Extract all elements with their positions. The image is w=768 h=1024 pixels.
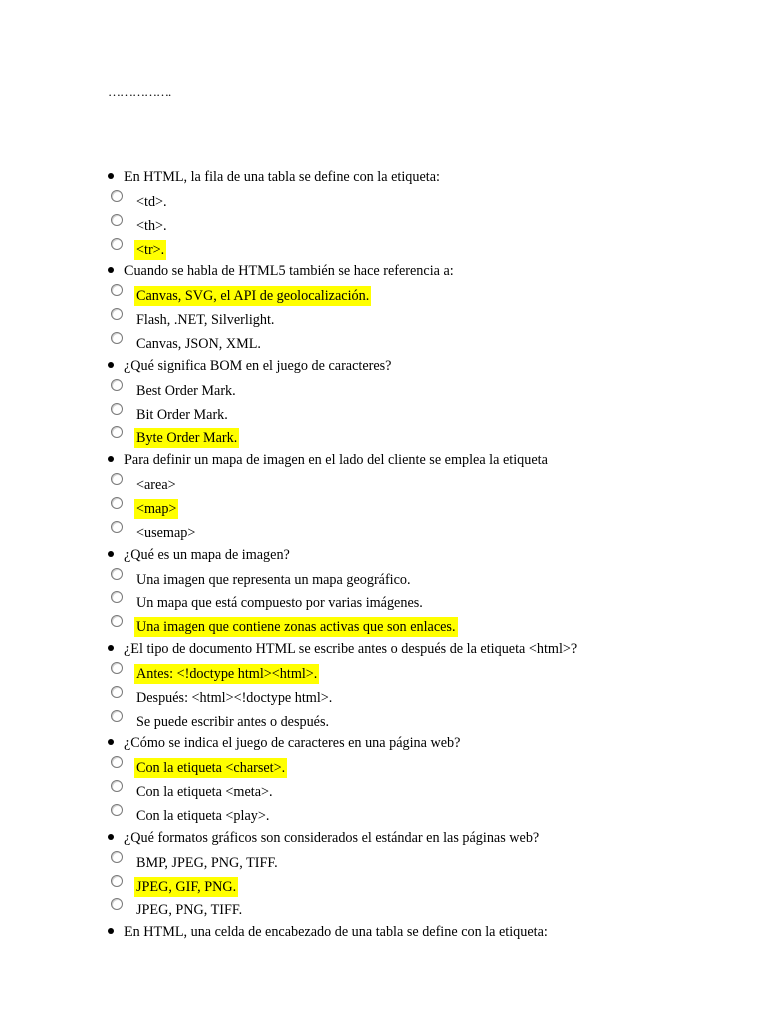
radio-button-icon[interactable]: [111, 686, 123, 698]
bullet-icon: [108, 551, 114, 557]
answer-option[interactable]: [0, 497, 768, 521]
bullet-icon: [108, 173, 114, 179]
question-text: ¿Qué es un mapa de imagen?: [124, 546, 290, 563]
radio-button-icon[interactable]: [111, 473, 123, 485]
question-text: En HTML, una celda de encabezado de una tabla se define con la etiqueta:: [124, 924, 548, 941]
question-text: Para definir un mapa de imagen en el lado del cliente se emplea la etiqueta: [124, 452, 548, 469]
question-item: [0, 167, 768, 190]
answer-text: Se puede escribir antes o después.: [136, 713, 330, 730]
answer-text: Una imagen que representa un mapa geográfico.: [136, 571, 411, 588]
radio-button-icon[interactable]: [111, 851, 123, 863]
answer-text: Flash, .NET, Silverlight.: [136, 312, 275, 329]
answer-option[interactable]: [0, 403, 768, 427]
answer-text: Canvas, JSON, XML.: [136, 335, 261, 352]
radio-button-icon[interactable]: [111, 521, 123, 533]
answer-option[interactable]: [0, 780, 768, 804]
answer-option[interactable]: [0, 473, 768, 497]
answer-option[interactable]: [0, 898, 768, 922]
answer-option[interactable]: [0, 568, 768, 592]
answer-text: Después: <html><!doctype html>.: [136, 689, 333, 706]
question-text: ¿Cómo se indica el juego de caracteres en una página web?: [124, 735, 461, 752]
radio-button-icon[interactable]: [111, 379, 123, 391]
bullet-icon: [108, 928, 114, 934]
highlighted-answer-text: Antes: <!doctype html><html>.: [136, 665, 318, 682]
radio-button-icon[interactable]: [111, 238, 123, 250]
radio-button-icon[interactable]: [111, 332, 123, 344]
bullet-icon: [108, 456, 114, 462]
answer-option[interactable]: [0, 521, 768, 545]
highlighted-answer-text: Byte Order Mark.: [136, 430, 238, 447]
answer-text: Un mapa que está compuesto por varias imágenes.: [136, 595, 423, 612]
question-text: Cuando se habla de HTML5 también se hace referencia a:: [124, 263, 454, 280]
question-item: [0, 828, 768, 851]
radio-button-icon[interactable]: [111, 426, 123, 438]
radio-button-icon[interactable]: [111, 497, 123, 509]
question-text: En HTML, la fila de una tabla se define con la etiqueta:: [124, 169, 440, 185]
highlighted-answer-text: Canvas, SVG, el API de geolocalización.: [136, 288, 370, 305]
answer-option[interactable]: [0, 379, 768, 403]
answer-text: Bit Order Mark.: [136, 406, 228, 423]
answer-option[interactable]: [0, 238, 768, 262]
radio-button-icon[interactable]: [111, 875, 123, 887]
answer-option[interactable]: [0, 214, 768, 238]
radio-button-icon[interactable]: [111, 190, 123, 202]
quiz-list: [0, 167, 768, 945]
answer-text: <th>.: [136, 217, 167, 234]
question-text: ¿El tipo de documento HTML se escribe antes o después de la etiqueta <html>?: [124, 640, 578, 657]
dots-line: …………….: [108, 84, 171, 99]
highlighted-answer-text: JPEG, GIF, PNG.: [136, 878, 237, 895]
highlighted-answer-text: Una imagen que contiene zonas activas que son enlaces.: [136, 619, 456, 636]
answer-text: <usemap>: [136, 524, 196, 541]
question-text: ¿Qué significa BOM en el juego de caracteres?: [124, 357, 392, 374]
answer-option[interactable]: [0, 426, 768, 450]
answer-text: <td>.: [136, 194, 167, 210]
highlighted-answer-text: <map>: [136, 500, 177, 517]
answer-option[interactable]: [0, 662, 768, 686]
question-text: ¿Qué formatos gráficos son considerados el estándar en las páginas web?: [124, 829, 540, 846]
question-item: [0, 261, 768, 284]
bullet-icon: [108, 362, 114, 368]
radio-button-icon[interactable]: [111, 898, 123, 910]
answer-option[interactable]: [0, 332, 768, 356]
question-item: [0, 356, 768, 379]
question-item: [0, 545, 768, 568]
answer-option[interactable]: [0, 284, 768, 308]
answer-option[interactable]: [0, 851, 768, 875]
answer-option[interactable]: [0, 756, 768, 780]
radio-button-icon[interactable]: [111, 591, 123, 603]
radio-button-icon[interactable]: [111, 284, 123, 296]
radio-button-icon[interactable]: [111, 568, 123, 580]
question-item: [0, 639, 768, 662]
question-item: [0, 733, 768, 756]
radio-button-icon[interactable]: [111, 710, 123, 722]
answer-option[interactable]: [0, 308, 768, 332]
question-item: [0, 922, 768, 945]
answer-option[interactable]: [0, 686, 768, 710]
highlighted-answer-text: <tr>.: [136, 241, 165, 258]
answer-option[interactable]: [0, 804, 768, 828]
answer-text: <area>: [136, 477, 176, 494]
radio-button-icon[interactable]: [111, 615, 123, 627]
radio-button-icon[interactable]: [111, 403, 123, 415]
radio-button-icon[interactable]: [111, 780, 123, 792]
answer-text: BMP, JPEG, PNG, TIFF.: [136, 854, 278, 871]
bullet-icon: [108, 645, 114, 651]
answer-text: JPEG, PNG, TIFF.: [136, 902, 243, 919]
question-item: [0, 450, 768, 473]
radio-button-icon[interactable]: [111, 756, 123, 768]
answer-option[interactable]: [0, 591, 768, 615]
answer-option[interactable]: [0, 875, 768, 899]
radio-button-icon[interactable]: [111, 308, 123, 320]
bullet-icon: [108, 834, 114, 840]
bullet-icon: [108, 739, 114, 745]
radio-button-icon[interactable]: [111, 662, 123, 674]
answer-text: Best Order Mark.: [136, 382, 236, 399]
answer-option[interactable]: [0, 615, 768, 639]
answer-option[interactable]: [0, 190, 768, 214]
answer-option[interactable]: [0, 710, 768, 734]
answer-text: Con la etiqueta <play>.: [136, 807, 270, 824]
bullet-icon: [108, 267, 114, 273]
answer-text: Con la etiqueta <meta>.: [136, 784, 273, 801]
radio-button-icon[interactable]: [111, 214, 123, 226]
highlighted-answer-text: Con la etiqueta <charset>.: [136, 760, 286, 777]
radio-button-icon[interactable]: [111, 804, 123, 816]
